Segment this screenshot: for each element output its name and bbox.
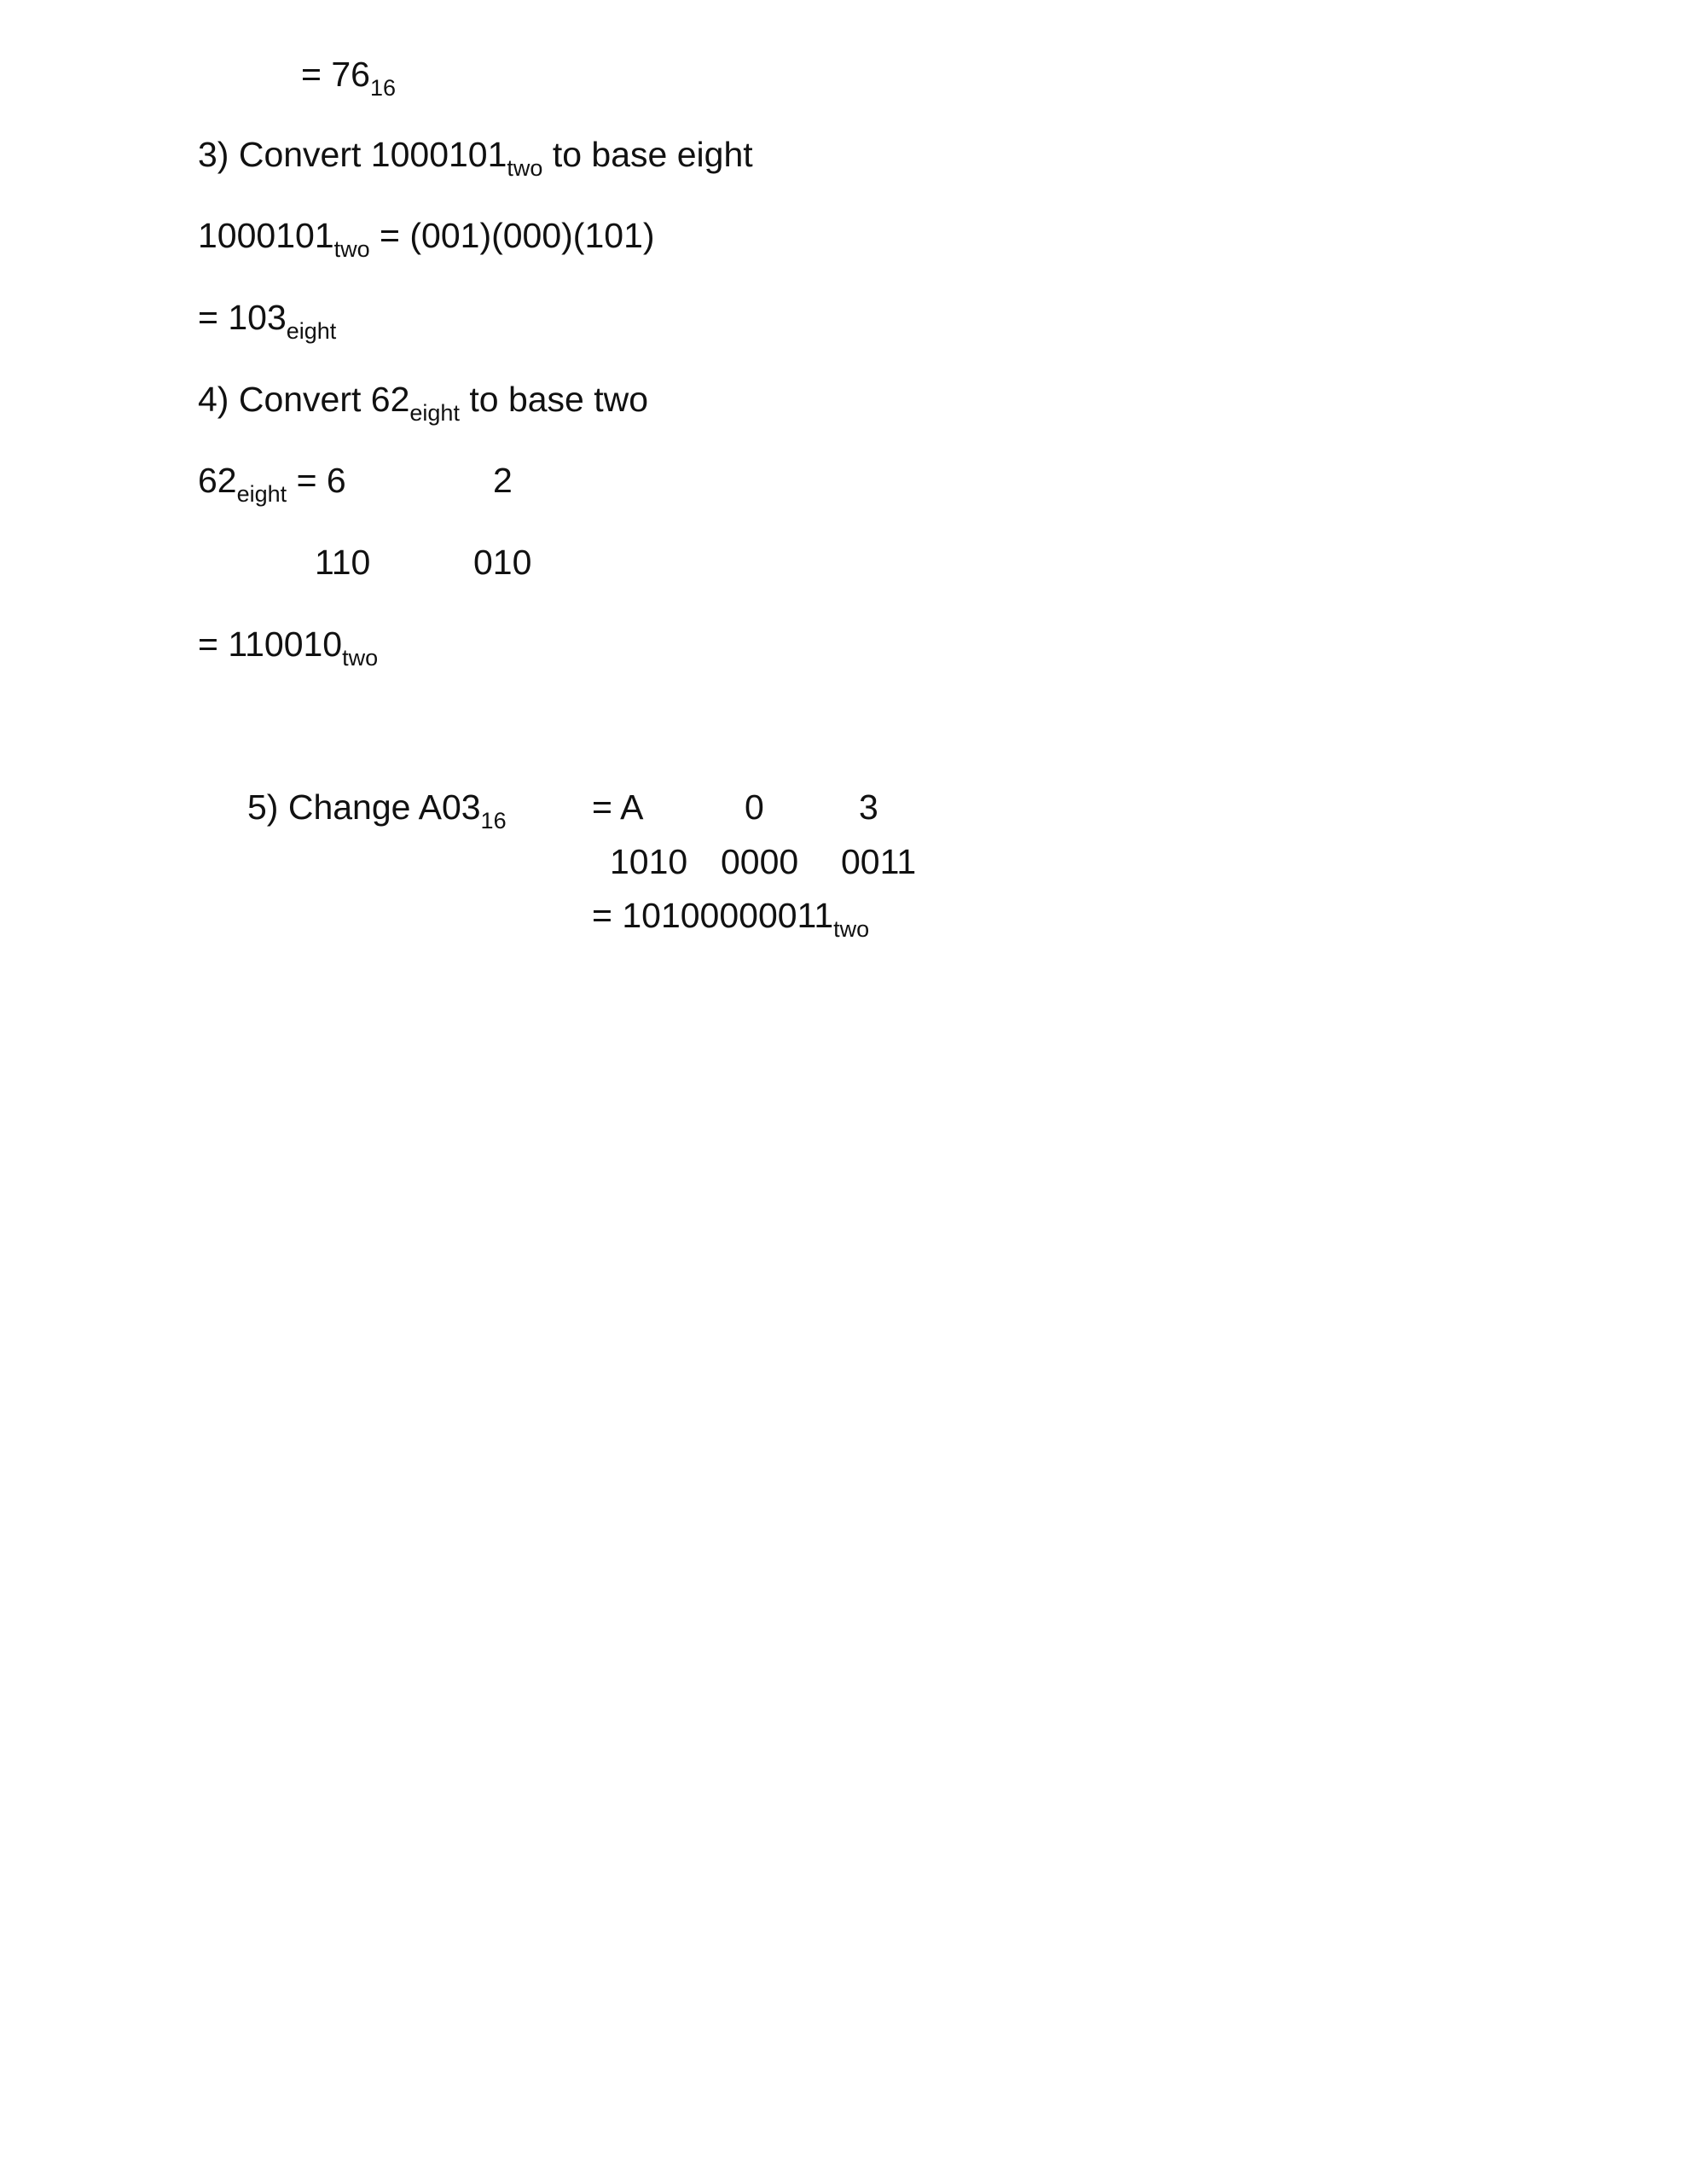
q3-groups: $1000101_{two} = (001)(000)(101)$	[198, 216, 655, 262]
q5-result: = $10100000011_{two}$	[592, 896, 870, 942]
q3-result: = $103_{eight}$	[198, 298, 337, 344]
q4-digits: $62_{eight} = 6$	[198, 461, 346, 507]
q4-binary-second: 010	[473, 543, 532, 582]
q5-binary-1: 1010	[610, 842, 688, 881]
q5-binary-3: 0011	[841, 842, 917, 881]
q5-binary-2: 0000	[721, 842, 799, 881]
q4-binary-first: 110	[315, 543, 371, 582]
q5-heading: 5) Change $A03_{16}$	[247, 787, 507, 834]
q4-heading: 4) Convert $62_{eight}$ to base two	[198, 380, 649, 426]
q4-result: = $110010_{two}$	[198, 624, 379, 671]
q5-digit-0: 0	[745, 787, 764, 827]
line-76-hex: = $76_{16}$	[301, 55, 396, 101]
q4-second-digit: 2	[493, 461, 513, 500]
q3-heading: 3) Convert $1000101_{two}$ to base eight	[198, 135, 753, 181]
q5-digit-3: 3	[859, 787, 878, 827]
q5-digit-a: = A	[592, 787, 644, 827]
